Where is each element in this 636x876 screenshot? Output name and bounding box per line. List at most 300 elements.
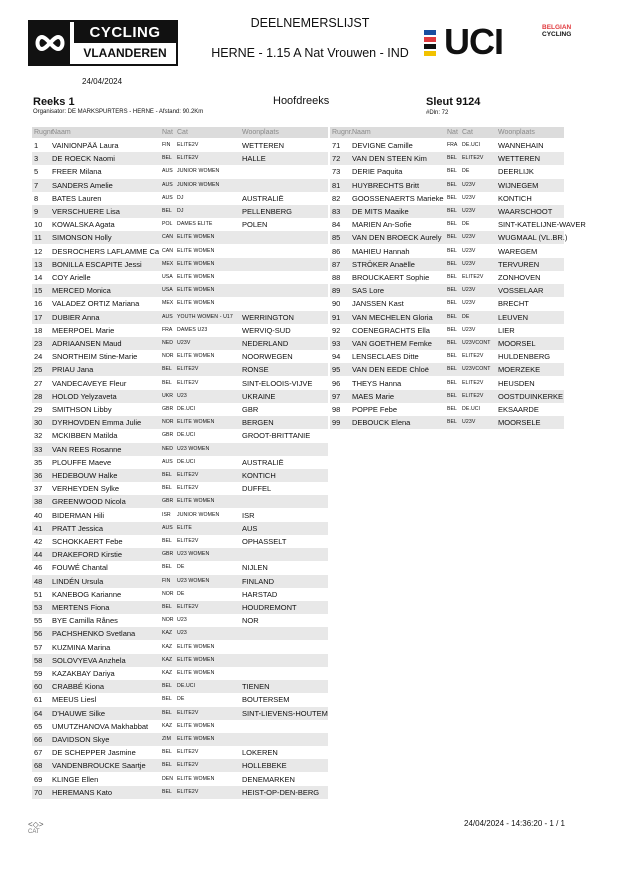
name-cell: KANEBOG Karianne (52, 589, 122, 599)
nat-cell: GBR (162, 551, 174, 558)
club-cell: SINT-ELOOIS-VIJVE (242, 378, 313, 388)
name-cell: DE ROECK Naomi (52, 154, 115, 164)
rugnr-cell: 58 (34, 655, 43, 665)
club-cell: GBR (242, 405, 259, 414)
club-cell: DENEMARKEN (242, 774, 295, 784)
table-row (330, 258, 564, 271)
rugnr-cell: 69 (34, 774, 43, 784)
rugnr-cell: 27 (34, 378, 43, 388)
nat-cell: BEL (447, 274, 457, 280)
table-row (32, 469, 328, 482)
rugnr-cell: 13 (34, 259, 43, 269)
nat-cell: FIN (162, 577, 171, 584)
rugnr-cell: 35 (34, 457, 43, 467)
name-cell: BATES Lauren (52, 193, 102, 203)
club-cell: ZONHOVEN (498, 273, 541, 282)
nat-cell: BEL (447, 313, 457, 320)
table-row (32, 205, 328, 218)
name-cell: VERSCHUERE Lisa (52, 207, 120, 216)
nat-cell: USA (162, 274, 173, 280)
name-cell: D'HAUWE Silke (52, 708, 106, 718)
table-row (330, 297, 564, 310)
table-row (32, 627, 328, 640)
table-row (330, 311, 564, 324)
club-cell: NOORWEGEN (242, 352, 293, 362)
rugnr-cell: 95 (332, 365, 341, 375)
club-cell: HEUSDEN (498, 378, 535, 388)
rugnr-cell: 28 (34, 391, 43, 401)
cat-cell: ELITE WOMEN (177, 419, 215, 426)
rugnr-cell: 90 (332, 299, 341, 309)
cat-cell: ELITE WOMEN (177, 775, 215, 782)
logo-line-1: CYCLING (74, 22, 176, 43)
name-cell: VANDECAVEYE Fleur (52, 378, 127, 388)
cat-cell: U23V (462, 194, 476, 201)
table-row (32, 337, 328, 350)
club-cell: POLEN (242, 220, 268, 230)
nat-cell: BEL (162, 366, 172, 373)
cat-cell: ELITE WOMEN (177, 656, 215, 663)
nat-cell: BEL (447, 366, 457, 373)
cat-cell: DE (177, 564, 185, 571)
club-cell: MOERZEKE (498, 365, 541, 375)
cat-cell: ELITE2V (177, 538, 199, 544)
name-cell: UMUTZHANOVA Makhabbat (52, 721, 149, 731)
name-cell: VAN DEN EEDE Chloë (352, 365, 429, 375)
cat-cell: ELITE2V (462, 379, 484, 386)
rugnr-cell: 59 (34, 669, 43, 678)
table-row (330, 218, 586, 231)
cat-cell: ELITE WOMEN (177, 670, 215, 676)
table-row (32, 641, 328, 654)
name-cell: VAN GOETHEM Femke (352, 339, 432, 348)
club-cell: WETTEREN (242, 141, 285, 150)
name-cell: DYRHOVDEN Emma Julie (52, 418, 142, 428)
rugnr-cell: 16 (34, 299, 43, 309)
club-cell: HOLLEBEKE (242, 761, 287, 771)
cat-cell: DE.UCI (177, 406, 196, 412)
nat-cell: GBR (162, 498, 174, 505)
nat-cell: BEL (447, 168, 457, 175)
table-row (330, 284, 564, 297)
name-cell: POPPE Febe (352, 405, 398, 414)
nat-cell: BEL (447, 194, 457, 201)
club-cell: WIJNEGEM (498, 180, 539, 190)
name-cell: PRATT Jessica (52, 523, 103, 533)
rugnr-cell: 99 (332, 418, 341, 428)
race-title: HERNE - 1.15 A Nat Vrouwen - IND (211, 46, 409, 60)
club-cell: WAARSCHOOT (498, 207, 553, 216)
club-cell: AUSTRALIË (242, 193, 284, 203)
club-cell: NOR (242, 616, 259, 626)
rugnr-cell: 42 (34, 537, 43, 546)
rugnr-cell: 98 (332, 405, 341, 414)
table-row (32, 561, 328, 574)
name-cell: HEREMANS Kato (52, 787, 113, 797)
nat-cell: GBR (162, 406, 174, 412)
rugnr-cell: 24 (34, 352, 43, 362)
name-cell: DEBOUCK Elena (352, 418, 411, 428)
col-cat: Cat (462, 129, 473, 136)
rugnr-cell: 94 (332, 352, 341, 362)
cat-cell: U23VCONT (462, 366, 491, 373)
club-cell: LIER (498, 325, 515, 335)
name-cell: KAZAKBAY Dariya (52, 669, 115, 678)
rugnr-cell: 56 (34, 629, 43, 639)
nat-cell: NOR (162, 419, 174, 426)
nat-cell: KAZ (162, 670, 173, 676)
nat-cell: BEL (162, 709, 172, 716)
nat-cell: USA (162, 287, 173, 294)
belgian-cycling-logo: BELGIAN CYCLING (542, 24, 572, 38)
rugnr-cell: 66 (34, 735, 43, 744)
name-cell: SCHOKKAERT Febe (52, 537, 123, 546)
nat-cell: NED (162, 340, 173, 346)
name-cell: DE SCHEPPER Jasmine (52, 748, 136, 758)
cat-cell: U23 WOMEN (177, 445, 210, 452)
table-row (32, 773, 328, 786)
table-row (32, 680, 328, 693)
rugnr-cell: 11 (34, 233, 42, 243)
col-nat: Nat (162, 129, 173, 136)
table-row (32, 403, 328, 416)
rugnr-cell: 30 (34, 418, 43, 428)
rugnr-cell: 93 (332, 339, 341, 348)
table-row (330, 165, 564, 178)
rugnr-cell: 82 (332, 193, 341, 203)
software-logo: <◇> CAT (28, 820, 44, 835)
nat-cell: GBR (162, 432, 174, 439)
rugnr-cell: 1 (34, 141, 39, 150)
nat-cell: BEL (162, 683, 172, 690)
nat-cell: ISR (162, 511, 171, 518)
table-row (330, 377, 564, 390)
rugnr-cell: 46 (34, 563, 43, 573)
table-row (330, 192, 564, 205)
cat-cell: U23 (177, 617, 187, 624)
cat-cell: ELITE WOMEN (177, 247, 215, 254)
name-cell: DAVIDSON Skye (52, 735, 110, 744)
name-cell: VANDENBROUCKE Saartje (52, 761, 146, 771)
nat-cell: BEL (447, 208, 457, 214)
club-cell: WERVIQ-SUD (242, 325, 291, 335)
table-row (32, 179, 328, 192)
club-cell: EKSAARDE (498, 405, 539, 414)
nat-cell: BEL (447, 379, 457, 386)
table-row (32, 759, 328, 772)
rugnr-cell: 41 (34, 523, 43, 533)
rugnr-cell: 61 (34, 695, 43, 705)
name-cell: KLINGE Ellen (52, 774, 99, 784)
cycling-vlaanderen-logo (28, 20, 178, 66)
uci-wordmark: UCI (444, 21, 503, 62)
nat-cell: UKR (162, 392, 173, 399)
name-cell: KUZMINA Marina (52, 642, 111, 652)
name-cell: SAS Lore (352, 286, 385, 296)
rugnr-cell: 53 (34, 603, 43, 612)
cat-cell: ELITE2V (177, 155, 199, 162)
key-label: Sleut 9124 (426, 96, 481, 108)
rugnr-cell: 9 (34, 207, 39, 216)
nat-cell: BEL (447, 181, 457, 188)
name-cell: MERTENS Fiona (52, 603, 110, 612)
name-cell: SMITHSON Libby (52, 405, 112, 414)
name-cell: THEYS Hanna (352, 378, 402, 388)
nat-cell: KAZ (162, 643, 173, 650)
table-row (32, 324, 328, 337)
rugnr-cell: 14 (34, 273, 43, 282)
nat-cell: CAN (162, 234, 173, 241)
cat-cell: ELITE WOMEN (177, 300, 215, 307)
rugnr-cell: 68 (34, 761, 43, 771)
name-cell: KOWALSKA Agata (52, 220, 115, 230)
table-row (32, 482, 328, 495)
cat-cell: U23V (462, 287, 476, 294)
cat-cell: DE.UCI (177, 683, 196, 690)
cat-cell: DE.UCI (177, 432, 196, 439)
rugnr-cell: 17 (34, 312, 43, 322)
cat-cell: DE (177, 590, 185, 597)
table-row (32, 720, 328, 733)
rugnr-cell: 18 (34, 325, 43, 335)
logo-line-2: VLAANDEREN (83, 46, 167, 60)
name-cell: MCKIBBEN Matilda (52, 431, 118, 441)
nat-cell: AUS (162, 194, 173, 201)
nat-cell: BEL (447, 406, 457, 412)
rugnr-cell: 5 (34, 167, 39, 177)
cat-cell: DJ (177, 208, 184, 214)
table-row (330, 271, 564, 284)
cat-cell: U23V (462, 208, 476, 214)
name-cell: SNORTHEIM Stine-Marie (52, 352, 138, 362)
nat-cell: POL (162, 221, 173, 228)
club-cell: HEIST-OP-DEN-BERG (242, 787, 320, 797)
club-cell: OOSTDUINKERKE (498, 391, 564, 401)
nat-cell: BEL (447, 326, 457, 333)
nat-cell: BEL (447, 419, 457, 426)
club-cell: HALLE (242, 154, 266, 164)
cat-cell: ELITE2V (177, 749, 199, 756)
name-cell: VAN DEN STEEN Kim (352, 154, 427, 164)
club-cell: BOUTERSEM (242, 695, 290, 705)
rugnr-cell: 60 (34, 682, 43, 692)
cat-cell: JUNIOR WOMEN (177, 181, 220, 188)
club-cell: HOUDREMONT (242, 603, 297, 612)
club-cell: AUS (242, 523, 258, 533)
table-row (330, 324, 564, 337)
rugnr-cell: 8 (34, 193, 39, 203)
organiser-line: Organisator: DE MARKSPURTERS - HERNE - Afstand: 90.2Km (33, 109, 204, 115)
nat-cell: BEL (162, 538, 172, 544)
table-row (32, 509, 328, 522)
col-cat: Cat (177, 129, 188, 136)
table-row (32, 614, 328, 627)
cat-cell: ELITE WOMEN (177, 722, 215, 729)
name-cell: ADRIAANSEN Maud (52, 339, 122, 348)
name-cell: COY Arielle (52, 273, 91, 282)
club-cell: RONSE (242, 365, 269, 375)
name-cell: VAN REES Rosanne (52, 444, 122, 454)
rugnr-cell: 15 (34, 286, 43, 296)
table-row (32, 258, 328, 271)
main-series-label: Hoofdreeks (273, 95, 330, 107)
nat-cell: BEL (447, 221, 457, 228)
cat-cell: JUNIOR WOMEN (177, 168, 220, 175)
cat-cell: U23VCONT (462, 340, 491, 346)
nat-cell: BEL (447, 155, 457, 162)
table-row (32, 522, 328, 535)
col-naam: Naam (52, 129, 71, 136)
nat-cell: BEL (447, 300, 457, 307)
cat-cell: DE.UCI (177, 458, 196, 465)
club-cell: KONTICH (498, 193, 532, 203)
cat-cell: ELITE2V (462, 155, 484, 162)
table-row (330, 350, 564, 363)
nat-cell: BEL (447, 287, 457, 294)
rugnr-cell: 81 (332, 180, 341, 190)
cat-cell: YOUTH WOMEN - U17 (177, 313, 233, 320)
cat-cell: DE (177, 696, 185, 703)
table-row (32, 218, 328, 231)
table-row (32, 165, 328, 178)
name-cell: GREENWOOD Nicola (52, 497, 126, 507)
nat-cell: KAZ (162, 722, 173, 729)
cat-cell: ELITE (177, 524, 192, 531)
name-cell: GOOSSENAERTS Marieke (352, 193, 444, 203)
col-woonplaats: Woonplaats (242, 129, 279, 136)
rugnr-cell: 73 (332, 167, 341, 177)
name-cell: FOUWÉ Chantal (52, 563, 108, 573)
nat-cell: BEL (447, 392, 457, 399)
nat-cell: MEX (162, 260, 174, 267)
table-row (32, 192, 328, 205)
nat-cell: BEL (447, 247, 457, 254)
col-nat: Nat (447, 129, 458, 136)
name-cell: STRÖKER Anaëlle (352, 259, 415, 269)
rugnr-cell: 89 (332, 286, 341, 296)
table-row (32, 535, 328, 548)
cat-cell: ELITE2V (177, 366, 199, 373)
table-row (32, 786, 328, 799)
nat-cell: BEL (162, 749, 172, 756)
table-row (32, 152, 328, 165)
cat-cell: DE.UCI (462, 406, 481, 412)
nat-cell: AUS (162, 458, 173, 465)
club-cell: MOORSELE (498, 418, 541, 428)
nat-cell: CAN (162, 247, 173, 254)
name-cell: HUYBRECHTS Britt (352, 180, 420, 190)
nat-cell: BEL (447, 260, 457, 267)
cat-cell: U23 (177, 392, 187, 399)
cat-cell: U23V (462, 326, 476, 333)
table-row (32, 350, 328, 363)
cat-cell: DAMES U23 (177, 326, 208, 333)
left-table-header (32, 127, 328, 138)
cat-cell: ELITE2V (177, 709, 199, 716)
name-cell: MAHIEU Hannah (352, 246, 410, 256)
cat-cell: ELITE2V (177, 472, 199, 478)
table-row (330, 363, 564, 376)
name-cell: MEERPOEL Marie (52, 325, 115, 335)
rugnr-cell: 96 (332, 378, 341, 388)
nat-cell: AUS (162, 168, 173, 175)
club-cell: VOSSELAAR (498, 286, 544, 296)
document-title: DEELNEMERSLIJST (250, 16, 370, 30)
name-cell: BONILLA ESCAPITE Jessi (52, 259, 142, 269)
nat-cell: KAZ (162, 630, 173, 637)
nat-cell: NOR (162, 353, 174, 360)
nat-cell: AUS (162, 313, 173, 320)
nat-cell: MEX (162, 300, 174, 307)
club-cell: ISR (242, 510, 255, 520)
name-cell: MERCED Monica (52, 286, 111, 296)
col-woonplaats: Woonplaats (498, 129, 535, 136)
cat-cell: U23V (462, 260, 476, 267)
cat-cell: ELITE2V (177, 142, 199, 148)
rugnr-cell: 70 (34, 787, 43, 797)
name-cell: VALADEZ ORTIZ Mariana (52, 299, 140, 309)
cat-cell: DAMES ELITE (177, 221, 213, 228)
club-cell: SINT-LIEVENS-HOUTEM (242, 708, 328, 718)
table-row (32, 363, 328, 376)
table-row (32, 746, 328, 759)
club-cell: WANNEHAIN (498, 141, 544, 150)
nat-cell: BEL (162, 472, 172, 478)
rugnr-cell: 65 (34, 721, 43, 731)
rugnr-cell: 85 (332, 233, 341, 243)
nat-cell: BEL (162, 604, 172, 610)
table-row (330, 337, 564, 350)
name-cell: SIMONSON Holly (52, 233, 112, 243)
cat-cell: ELITE WOMEN (177, 498, 215, 505)
club-cell: NIJLEN (242, 563, 268, 573)
table-row (32, 667, 328, 680)
name-cell: VAINIONPÄÄ Laura (52, 141, 119, 150)
cat-cell: DE (462, 168, 470, 175)
club-cell: FINLAND (242, 576, 275, 586)
print-date: 24/04/2024 (82, 77, 123, 86)
rugnr-cell: 55 (34, 616, 43, 626)
name-cell: DEVIGNE Camille (352, 141, 413, 150)
nat-cell: NED (162, 445, 173, 452)
table-row (32, 429, 328, 442)
table-row (32, 575, 328, 588)
nat-cell: DEN (162, 775, 173, 782)
table-row (330, 245, 564, 258)
rugnr-cell: 12 (34, 246, 43, 256)
cat-cell: U23 WOMEN (177, 551, 210, 558)
club-cell: LOKEREN (242, 748, 278, 758)
table-row (330, 179, 564, 192)
cat-cell: U23V (462, 234, 476, 241)
cat-cell: ELITE WOMEN (177, 274, 215, 280)
rugnr-cell: 97 (332, 391, 341, 401)
table-row (330, 416, 564, 429)
nat-cell: BEL (162, 788, 172, 795)
table-row (32, 311, 328, 324)
rugnr-cell: 33 (34, 444, 43, 454)
rugnr-cell: 57 (34, 642, 43, 652)
club-cell: PELLENBERG (242, 207, 293, 216)
table-row (32, 707, 328, 720)
nat-cell: ZIM (162, 736, 171, 742)
table-row (32, 245, 328, 258)
club-cell: MOORSEL (498, 339, 536, 348)
name-cell: DESROCHERS LAFLAMME Ca (52, 246, 160, 256)
club-cell: HARSTAD (242, 589, 278, 599)
rugnr-cell: 84 (332, 220, 341, 230)
cat-cell: DJ (177, 194, 184, 201)
